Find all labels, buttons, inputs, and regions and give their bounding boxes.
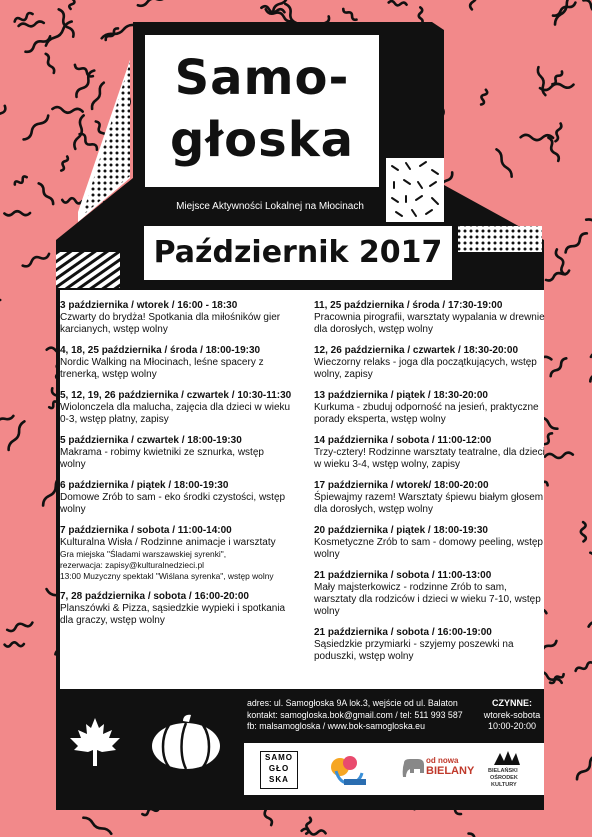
event-desc: Sąsiedzkie przymiarki - szyjemy poszewki na poduszki, wstęp wolny <box>314 639 514 662</box>
events-column-right <box>314 300 546 672</box>
bok-text-3: KULTURY <box>491 782 517 788</box>
event-desc: Kurkuma - zbuduj odporność na jesień, praktyczne porady eksperta, wstęp wolny <box>314 402 539 425</box>
event-item <box>314 480 546 516</box>
month-box <box>144 226 452 280</box>
title-box <box>145 35 379 187</box>
event-desc: Pracownia pirografii, warsztaty wypalania w drewnie dla dorosłych, wstęp wolny <box>314 312 545 335</box>
event-desc: Makrama - robimy kwietniki ze sznurka, wstęp wolny <box>60 447 264 470</box>
odnowa-text: od nowa <box>426 756 459 765</box>
subtitle: Miejsce Aktywności Lokalnej na Młocinach <box>176 201 364 212</box>
event-item <box>60 390 292 426</box>
event-desc: Nordic Walking na Młocinach, leśne spacery z trenerką, wstęp wolny <box>60 357 264 380</box>
event-desc: Kosmetyczne Zrób to sam - domowy peeling, wstęp wolny <box>314 537 543 560</box>
event-date: 21 października / sobota / 11:00-13:00 <box>314 570 492 581</box>
event-extra: Gra miejska "Śladami warszawskiej syrenki", <box>60 549 227 559</box>
event-item <box>314 345 546 381</box>
event-date: 5, 12, 19, 26 października / czwartek / 10:30-11:30 <box>60 390 292 401</box>
event-desc: Planszówki & Pizza, sąsiedzkie wypieki i spotkania dla graczy, wstęp wolny <box>60 603 286 626</box>
event-item <box>314 300 546 336</box>
partner-logo <box>326 751 370 789</box>
event-extra: 13:00 Muzyczny spektakl "Wiślana syrenka", wstęp wolny <box>60 571 274 581</box>
event-desc: Wiolonczela dla malucha, zajęcia dla dzieci w wieku 0-3, wstęp płatny, zapisy <box>60 402 291 425</box>
contact-info <box>247 698 487 733</box>
event-date: 20 października / piątek / 18:00-19:30 <box>314 525 488 536</box>
event-item <box>60 480 292 516</box>
samogloska-logo-line2: GŁO <box>268 764 290 773</box>
event-date: 17 października / wtorek/ 18:00-20:00 <box>314 480 489 491</box>
event-item <box>314 627 546 663</box>
event-item <box>314 525 546 561</box>
event-desc: Śpiewajmy razem! Warsztaty śpiewu białym głosem dla dorosłych, wstęp wolny <box>314 492 544 515</box>
event-date: 13 października / piątek / 18:30-20:00 <box>314 390 488 401</box>
month-title: Październik 2017 <box>153 235 443 270</box>
event-item <box>60 435 292 471</box>
hours-title: CZYNNE: <box>492 698 532 708</box>
samogloska-logo-line1: SAMO <box>265 753 293 762</box>
bok-logo-icon <box>492 749 522 767</box>
fb-text: fb: malsamogloska / www.bok-samogloska.eu <box>247 721 425 731</box>
event-extra: rezerwacja: zapisy@kulturalnedzieci.pl <box>60 560 204 570</box>
event-item <box>60 525 292 582</box>
event-desc: Wieczorny relaks - joga dla początkujących, wstęp wolny, zapisy <box>314 357 537 380</box>
logos-bar <box>244 743 544 795</box>
event-date: 5 października / czwartek / 18:00-19:30 <box>60 435 242 446</box>
event-item <box>60 345 292 381</box>
event-item <box>60 591 292 627</box>
bielany-text: BIELANY <box>426 765 475 777</box>
event-date: 7, 28 października / sobota / 16:00-20:00 <box>60 591 249 602</box>
samogloska-logo <box>260 751 298 789</box>
event-date: 7 października / sobota / 11:00-14:00 <box>60 525 232 536</box>
event-item <box>314 435 546 471</box>
event-date: 12, 26 października / czwartek / 18:30-20:00 <box>314 345 518 356</box>
event-date: 3 października / wtorek / 16:00 - 18:30 <box>60 300 238 311</box>
events-column-left <box>60 300 292 636</box>
elephant-icon <box>400 757 426 779</box>
contact-text: kontakt: samogloska.bok@gmail.com / tel: 511 993 587 <box>247 709 463 720</box>
events-panel <box>60 290 544 689</box>
samogloska-logo-line3: SKA <box>269 775 289 784</box>
title-line-2: głoska <box>169 112 355 168</box>
pumpkin-icon <box>147 713 225 771</box>
event-item <box>314 570 546 618</box>
title-line-1: Samo- <box>174 50 350 106</box>
event-date: 6 października / piątek / 18:00-19:30 <box>60 480 229 491</box>
address-text: adres: ul. Samogłoska 9A lok.3, wejście od ul. Balaton <box>247 698 458 708</box>
event-desc: Trzy-cztery! Rodzinne warsztaty teatralne, dla dzieci w wieku 3-4, wstęp wolny, zapisy <box>314 447 545 470</box>
event-date: 4, 18, 25 października / środa / 18:00-19:30 <box>60 345 261 356</box>
opening-hours <box>480 698 544 733</box>
event-date: 11, 25 października / środa / 17:30-19:00 <box>314 300 503 311</box>
event-item <box>314 390 546 426</box>
event-date: 21 października / sobota / 16:00-19:00 <box>314 627 492 638</box>
bok-text-1: BIELAŃSKI <box>488 768 518 774</box>
hours-days: wtorek-sobota <box>483 709 541 720</box>
event-desc: Domowe Zrób to sam - eko środki czystości, wstęp wolny <box>60 492 286 515</box>
maple-leaf-icon <box>66 716 124 768</box>
event-date: 14 października / sobota / 11:00-12:00 <box>314 435 492 446</box>
bok-text-2: OŚRODEK <box>490 775 518 781</box>
event-desc: Kulturalna Wisła / Rodzinne animacje i warsztaty <box>60 537 276 548</box>
event-desc: Czwarty do brydża! Spotkania dla miłośników gier karcianych, wstęp wolny <box>60 312 281 335</box>
hours-time: 10:00-20:00 <box>487 721 537 731</box>
event-item <box>60 300 292 336</box>
event-desc: Mały majsterkowicz - rodzinne Zrób to sam, warsztaty dla rodziców i dzieci w wieku 7-10, wstęp wolny <box>314 582 541 617</box>
